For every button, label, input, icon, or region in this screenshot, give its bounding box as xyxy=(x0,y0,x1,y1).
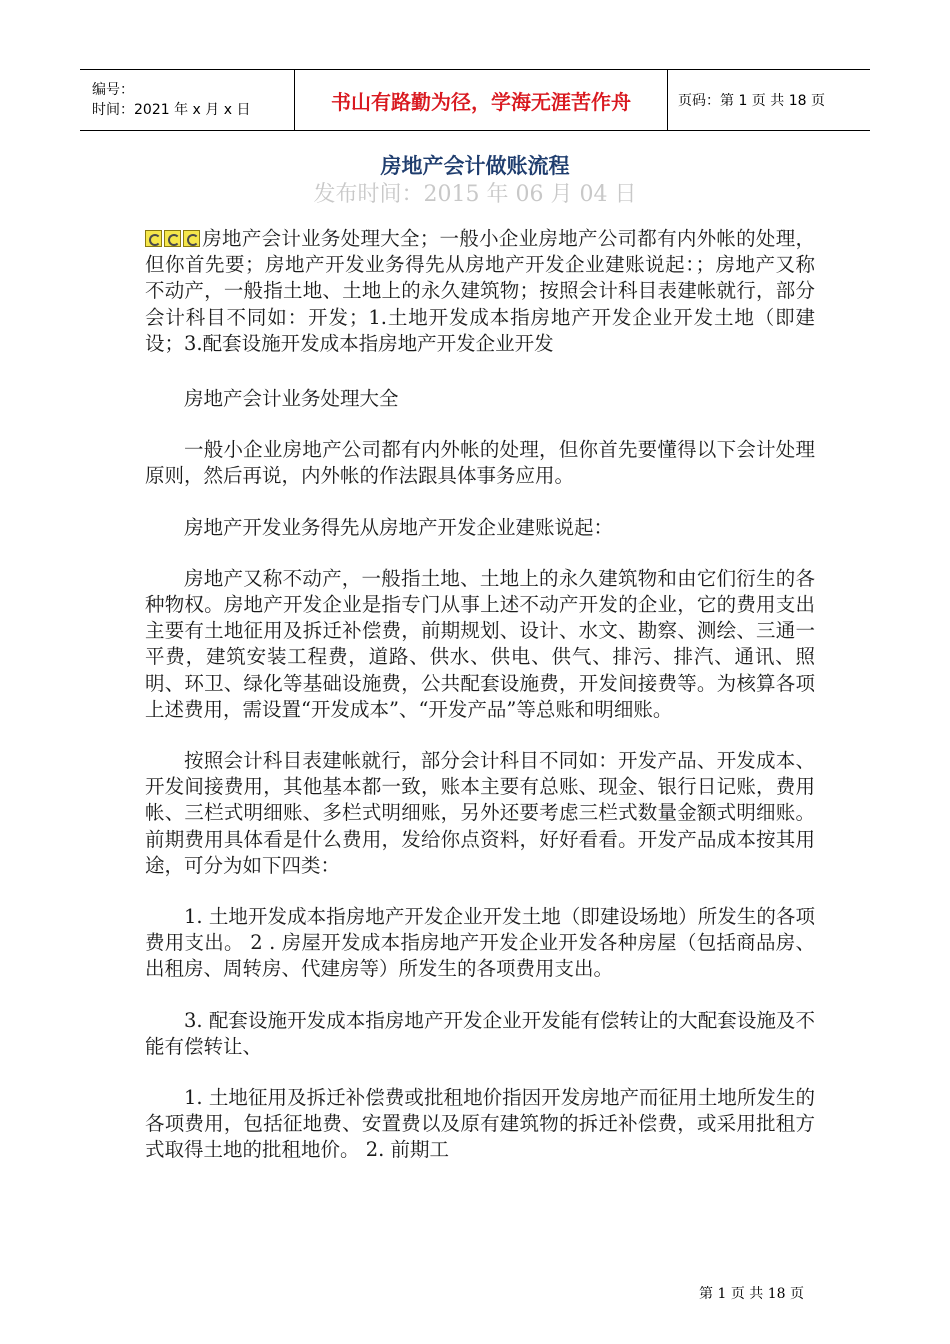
body-paragraph: 按照会计科目表建帐就行，部分会计科目不同如：开发产品、开发成本、开发间接费用，其他基本都一致，账本主要有总账、现金、银行日记账，费用帐、三栏式明细账、多栏式明细账，另外还要考虑三栏式数量金额式明细账。前期费用具体看是什么费用，发给你点资料，好好看看。开发产品成本按其用途，可分为如下四类： xyxy=(145,749,815,877)
page-header xyxy=(80,69,870,131)
page-number-label: 页码：第 1 页 共 18 页 xyxy=(678,93,825,109)
summary-text: 房地产会计业务处理大全；一般小企业房地产公司都有内外帐的处理，但你首先要；房地产开发业务得先从房地产开发企业建账说起：；房地产又称不动产，一般指土地、土地上的永久建筑物；按照会计科目表建帐就行，部分会计科目不同如：开发；1.土地开发成本指房地产开发企业开发土地（即建设；3.配套设施开发成本指房地产开发企业开发 xyxy=(145,227,815,355)
motto-text: 书山有路勤为径，学海无涯苦作舟 xyxy=(331,89,631,114)
page-footer: 第 1 页 共 18 页 xyxy=(699,1286,804,1302)
link-icon xyxy=(145,230,162,247)
publish-date: 发布时间：2015 年 06 月 04 日 xyxy=(313,182,637,207)
link-icon xyxy=(183,230,200,247)
body-paragraph: 房地产开发业务得先从房地产开发企业建账说起： xyxy=(184,515,614,539)
inline-icons xyxy=(145,230,200,247)
header-meta xyxy=(80,70,295,130)
header-motto xyxy=(295,70,668,130)
body-paragraph: 3. 配套设施开发成本指房地产开发企业开发能有偿转让的大配套设施及不能有偿转让、 xyxy=(145,1008,815,1058)
document-body xyxy=(145,226,815,1189)
header-page-info xyxy=(668,70,870,130)
document-title: 房地产会计做账流程 xyxy=(380,154,570,178)
document-number-label: 编号： xyxy=(92,82,134,98)
body-paragraph: 一般小企业房地产公司都有内外帐的处理，但你首先要懂得以下会计处理原则，然后再说，内外帐的作法跟具体事务应用。 xyxy=(145,438,815,488)
summary-paragraph xyxy=(145,226,815,357)
link-icon xyxy=(164,230,181,247)
body-paragraph: 1. 土地开发成本指房地产开发企业开发土地（即建设场地）所发生的各项费用支出。 2 . 房屋开发成本指房地产开发企业开发各种房屋（包括商品房、出租房、周转房、代建房等）所发生的各项费用支出。 xyxy=(145,905,815,981)
body-paragraph: 房地产会计业务处理大全 xyxy=(184,387,399,411)
body-paragraph: 1. 土地征用及拆迁补偿费或批租地价指因开发房地产而征用土地所发生的各项费用，包括征地费、安置费以及原有建筑物的拆迁补偿费，或采用批租方式取得土地的批租地价。 2. 前期工 xyxy=(145,1086,815,1162)
document-time-label: 时间：2021 年 x 月 x 日 xyxy=(92,102,251,118)
body-paragraph: 房地产又称不动产，一般指土地、土地上的永久建筑物和由它们衍生的各种物权。房地产开发企业是指专门从事上述不动产开发的企业，它的费用支出主要有土地征用及拆迁补偿费，前期规划、设计、水文、勘察、测绘、三通一平费，建筑安装工程费，道路、供水、供电、供气、排污、排汽、通讯、照明、环卫、绿化等基础设施费，公共配套设施费，开发间接费等。为核算各项上述费用，需设置“开发成本”、“开发产品”等总账和明细账。 xyxy=(145,566,815,721)
